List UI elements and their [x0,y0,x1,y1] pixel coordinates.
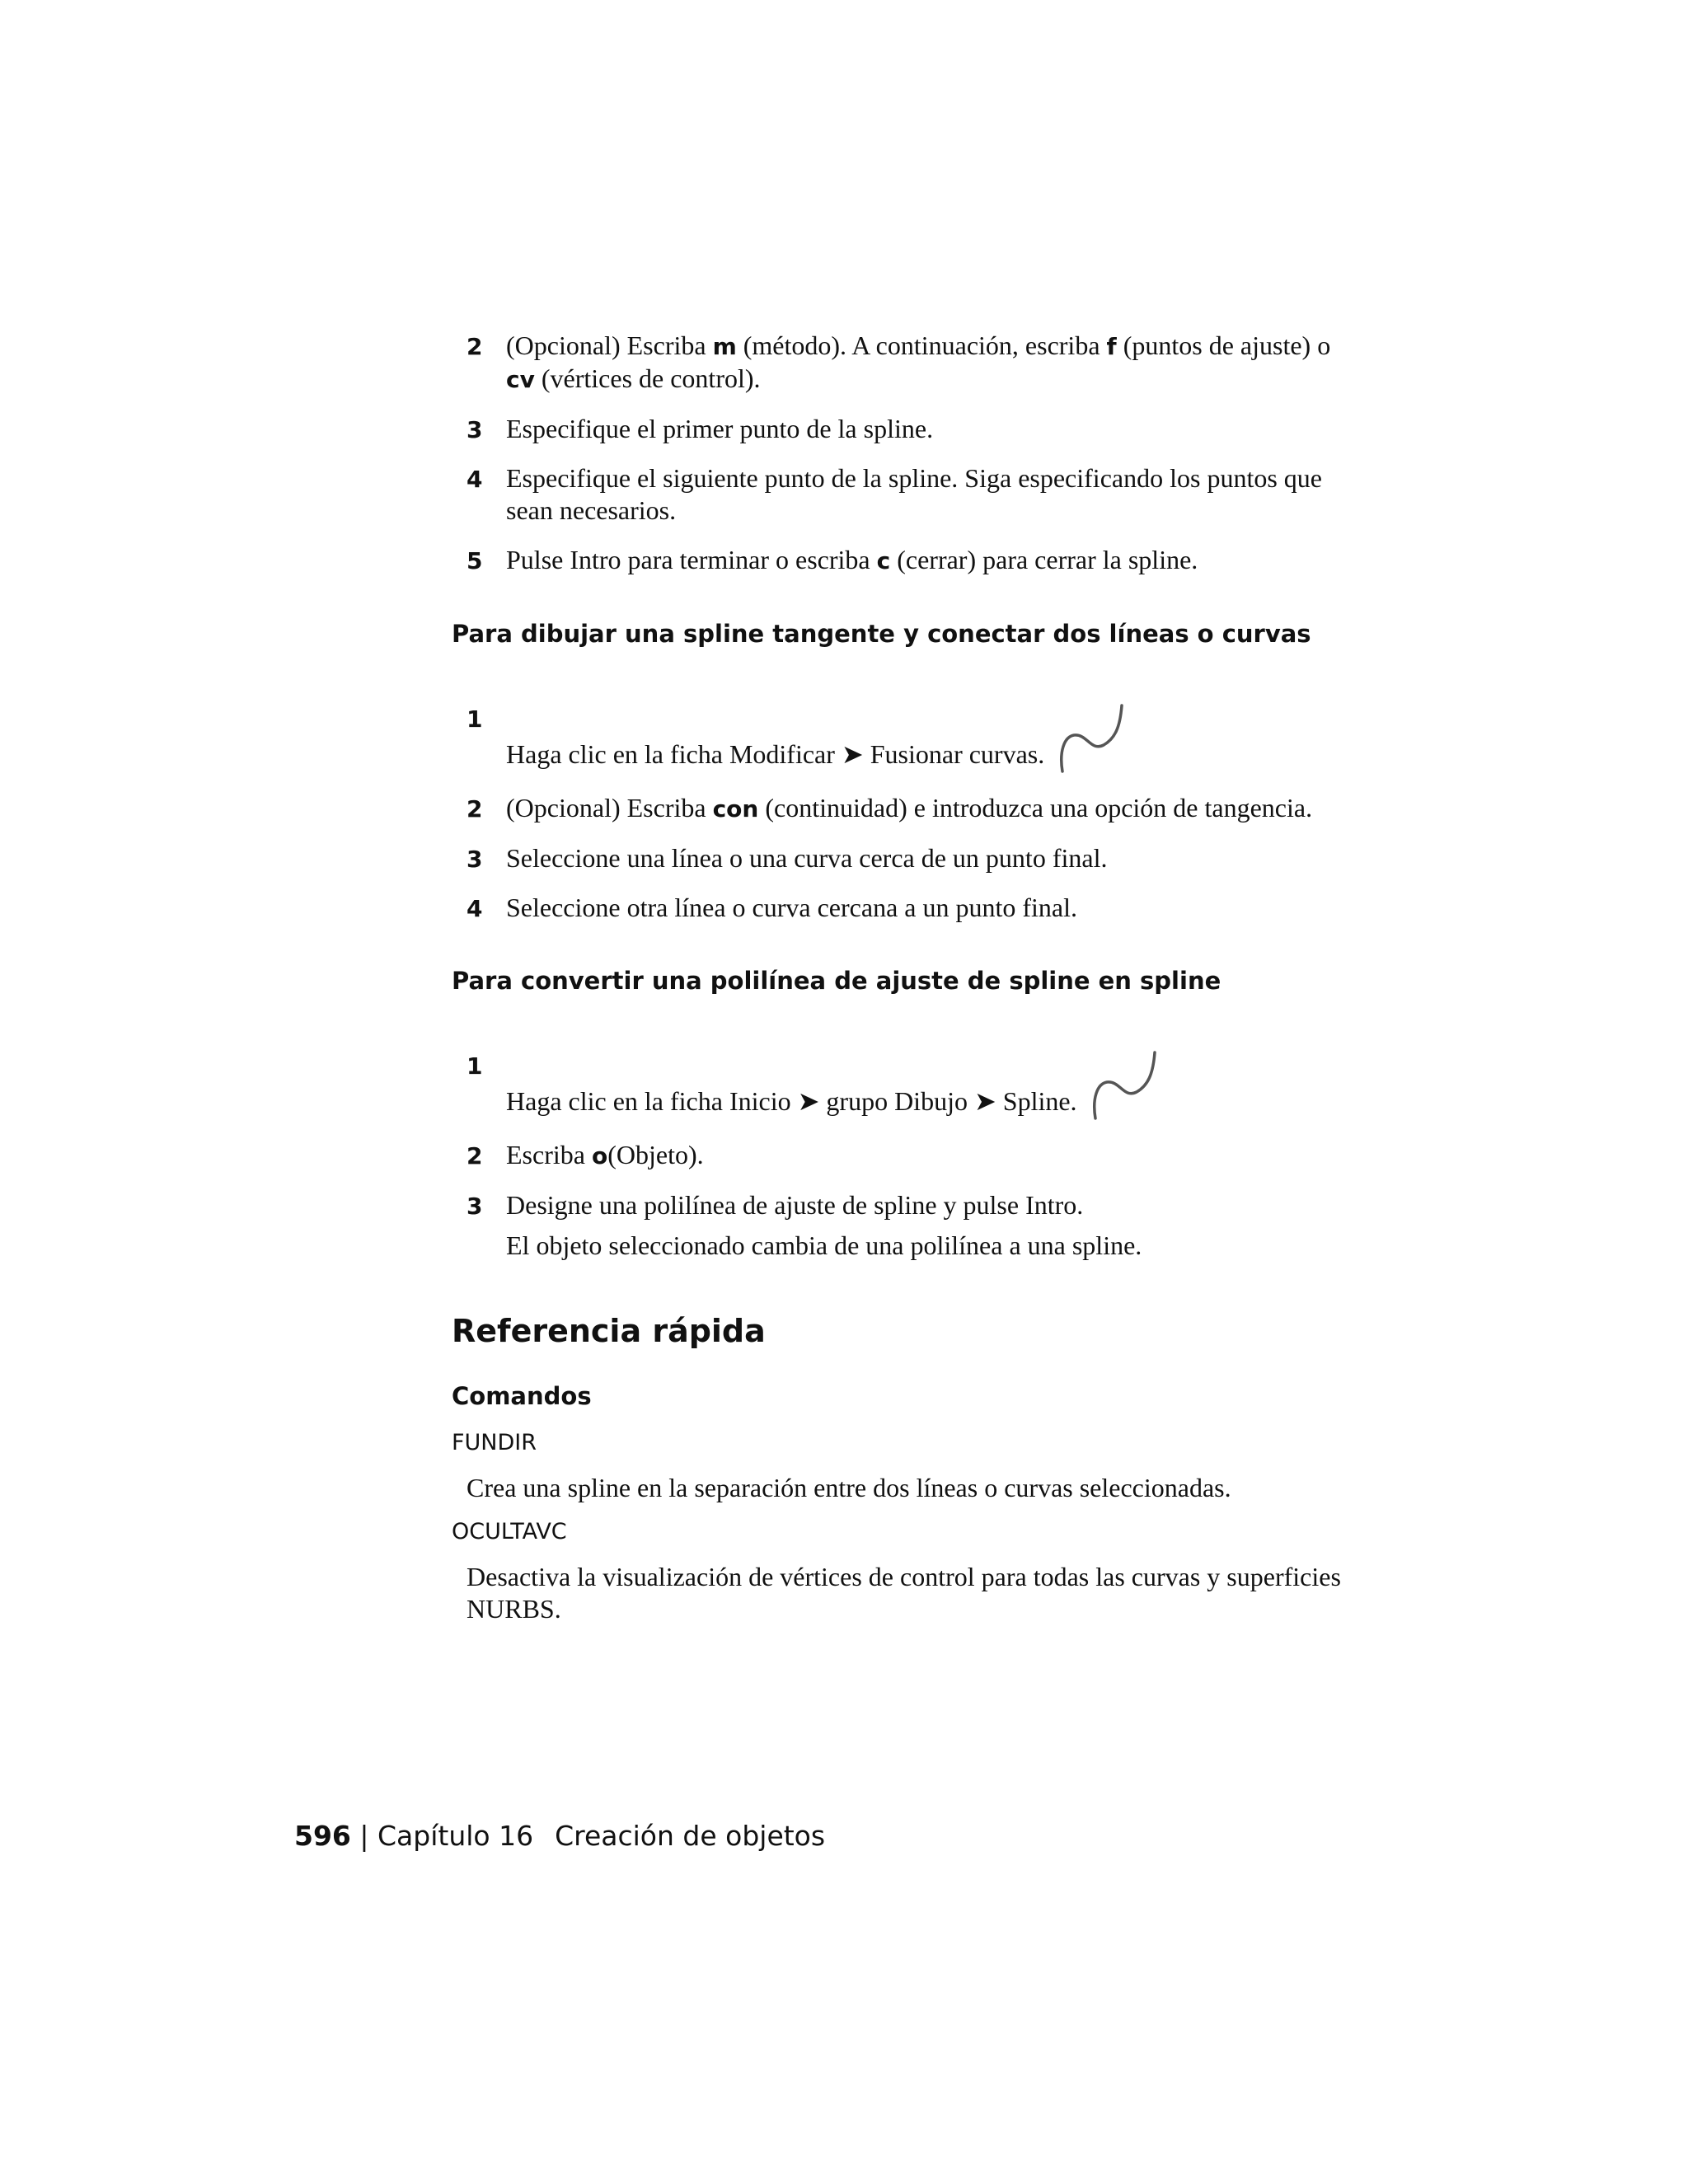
list-item: 1 Haga clic en la ficha Inicio ➤ grupo Dibujo ➤ Spline. [452,1049,1342,1122]
spline-curve-icon [1057,702,1127,775]
chapter-title: Creación de objetos [555,1820,826,1852]
section-title-quick-reference: Referencia rápida [452,1313,766,1349]
step-number: 1 [467,705,483,733]
step-number: 3 [467,416,483,443]
step-number: 5 [467,547,483,574]
page-number: 596 [294,1820,351,1852]
footer-separator: | [350,1820,377,1852]
chapter-label: Capítulo 16 [377,1820,534,1852]
step-number: 3 [467,846,483,873]
command-description: Desactiva la visualización de vértices de control para todas las curvas y superficies NURBS. [467,1562,1341,1624]
list-item: 4 Especifique el siguiente punto de la spline. Siga especificando los puntos que sean necesarios. [467,463,1322,525]
page-footer [294,1820,825,1852]
step-number: 4 [467,466,483,493]
step-number: 2 [467,333,483,360]
command-description: Crea una spline en la separación entre dos líneas o curvas seleccionadas. [467,1473,1231,1502]
step-number: 2 [467,795,483,823]
step-number: 1 [467,1052,483,1080]
list-item: 4 Seleccione otra línea o curva cercana a un punto final. [452,892,1342,924]
step-result-note: El objeto seleccionado cambia de una polilínea a una spline. [506,1230,1142,1260]
command-name: OCULTAVC [452,1519,567,1544]
list-item: 5 Pulse Intro para terminar o escriba c (cerrar) para cerrar la spline. [452,544,1342,577]
list-item: 3 Designe una polilínea de ajuste de spline y pulse Intro. El objeto seleccionado cambia de una polilínea a una spline. [452,1189,1342,1262]
procedure-heading-convert-polyline: Para convertir una polilínea de ajuste de spline en spline [452,967,1221,995]
list-item: 3 Especifique el primer punto de la spline. [452,413,1342,445]
command-name: FUNDIR [452,1430,537,1455]
page-content [452,330,1342,1625]
steps-list-convert [452,1049,1342,1262]
steps-list-top [452,330,1342,577]
step-number: 2 [467,1142,483,1169]
list-item: 3 Seleccione una línea o una curva cerca de un punto final. [452,842,1342,874]
spline-curve-icon [1090,1049,1160,1122]
step-number: 4 [467,895,483,922]
procedure-heading-tangent-spline: Para dibujar una spline tangente y conectar dos líneas o curvas [452,620,1311,648]
list-item: 2 (Opcional) Escriba m (método). A continuación, escriba f (puntos de ajuste) o cv (vértices de control). [467,330,1331,393]
list-item: 2 (Opcional) Escriba con (continuidad) e introduzca una opción de tangencia. [452,792,1342,825]
steps-list-tangent [452,702,1342,924]
subsection-title-commands: Comandos [452,1382,592,1410]
list-item: 1 Haga clic en la ficha Modificar ➤ Fusionar curvas. [452,702,1342,775]
list-item: 2 Escriba o(Objeto). [452,1139,1342,1172]
step-number: 3 [467,1193,483,1220]
